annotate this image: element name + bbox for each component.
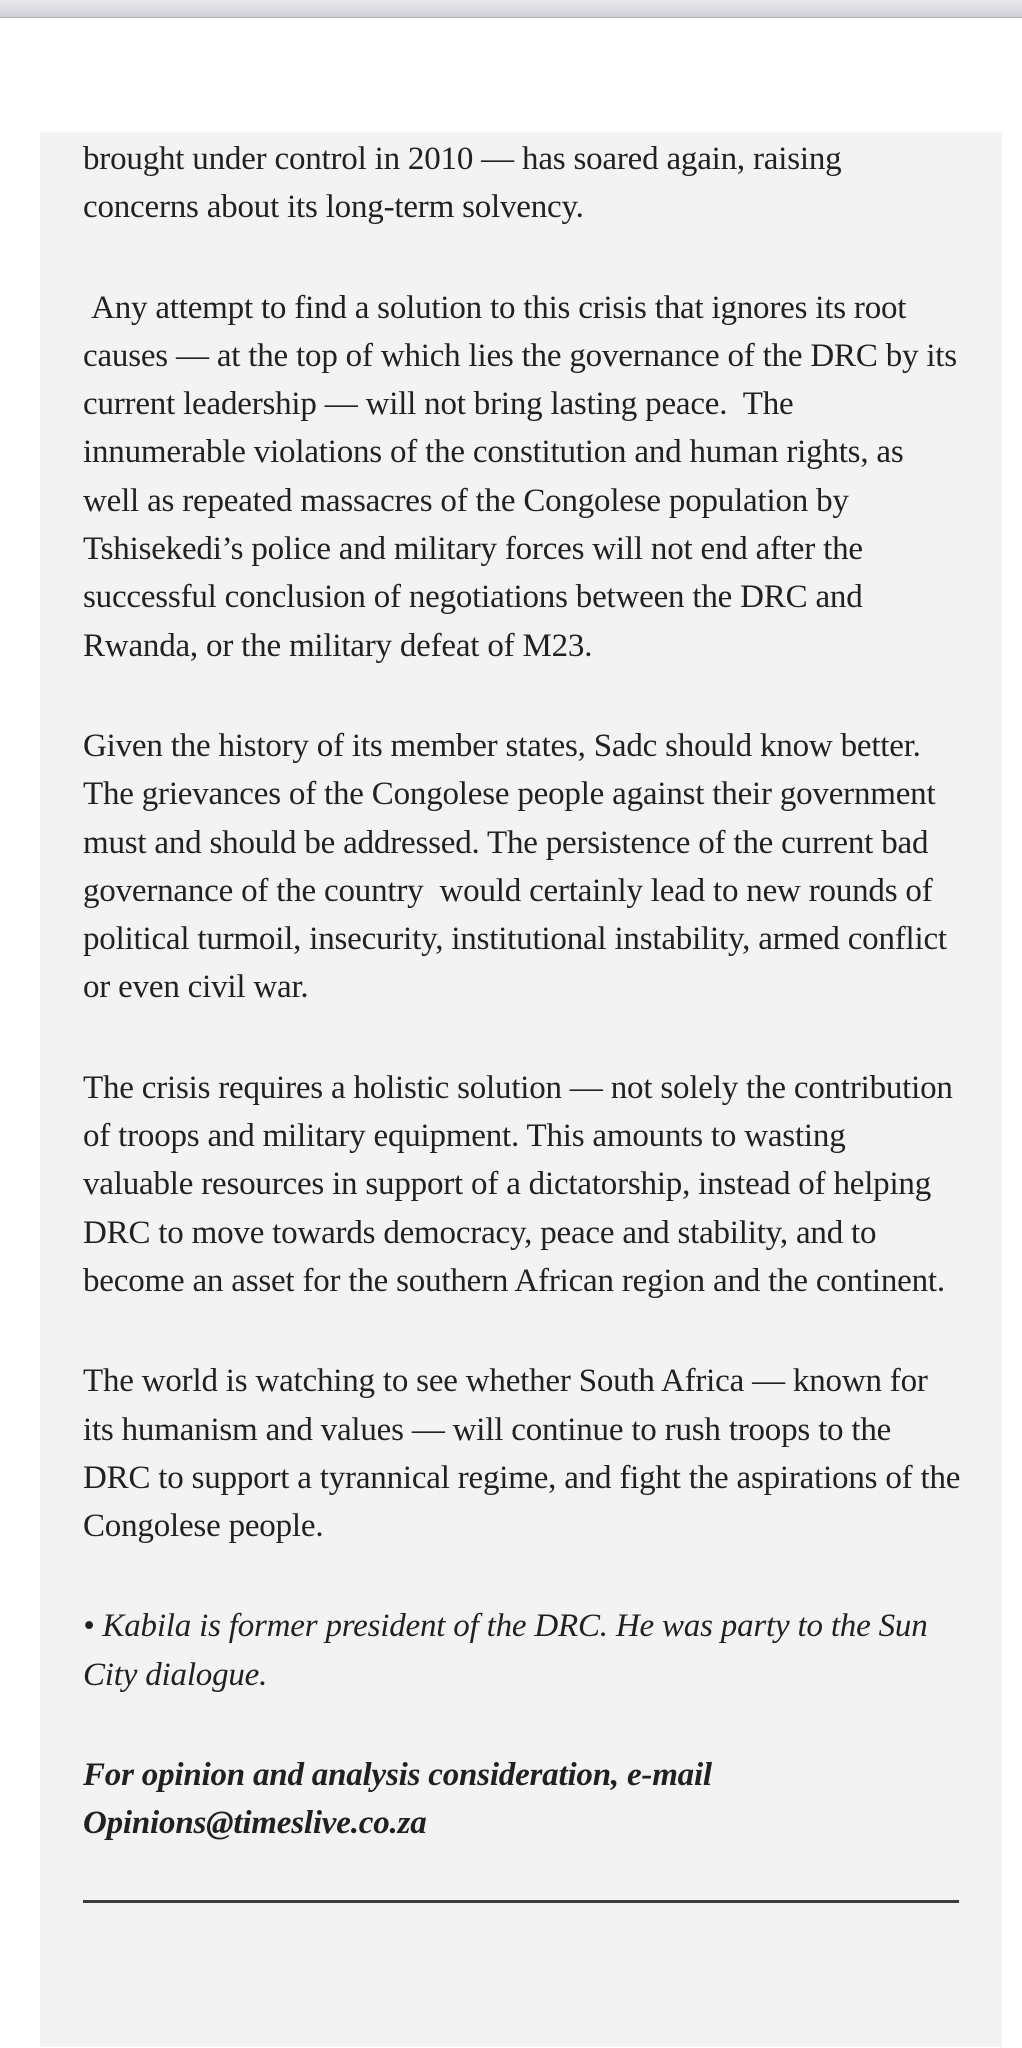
article-paragraph: The world is watching to see whether South Africa — known for its humanism and values — will continue to rush troops to the DRC to support a tyrannical regime, and fight the aspirations of the Congolese people. (83, 1363, 969, 1545)
article-opinion-contact: For opinion and analysis consideration, e-mail Opinions@timeslive.co.za (83, 1757, 720, 1842)
article-author-note: • Kabila is former president of the DRC. He was party to the Sun City dialogue. (83, 1608, 936, 1693)
article-paragraph: brought under control in 2010 — has soared again, raising concerns about its long-term solvency. (83, 141, 850, 226)
article-paragraph: The crisis requires a holistic solution — not solely the contribution of troops and military equipment. This amounts to wasting valuable resources in support of a dictatorship, instead of helping DRC to move towards democracy, peace and stability, and to become an asset for the southern African region and the continent. (83, 1069, 961, 1299)
article-paragraph: Any attempt to find a solution to this crisis that ignores its root causes — at the top of which lies the governance of the DRC by its current leadership — will not bring lasting peace. The innumerable violations of the constitution and human rights, as well as repeated massacres of the Congolese population by Tshisekedi’s police and military forces will not end after the successful conclusion of negotiations between the DRC and Rwanda, or the military defeat of M23. (83, 289, 965, 664)
article-body (40, 132, 1002, 2047)
section-divider (83, 1900, 959, 1903)
article-paragraph: Given the history of its member states, Sadc should know better. The grievances of the Congolese people against their government must and should be addressed. The persistence of the current bad governance of the country would certainly lead to new rounds of political turmoil, insecurity, institutional instability, armed conflict or even civil war. (83, 727, 955, 1006)
article-page (0, 18, 1022, 2047)
browser-toolbar-edge[interactable] (0, 0, 1022, 18)
